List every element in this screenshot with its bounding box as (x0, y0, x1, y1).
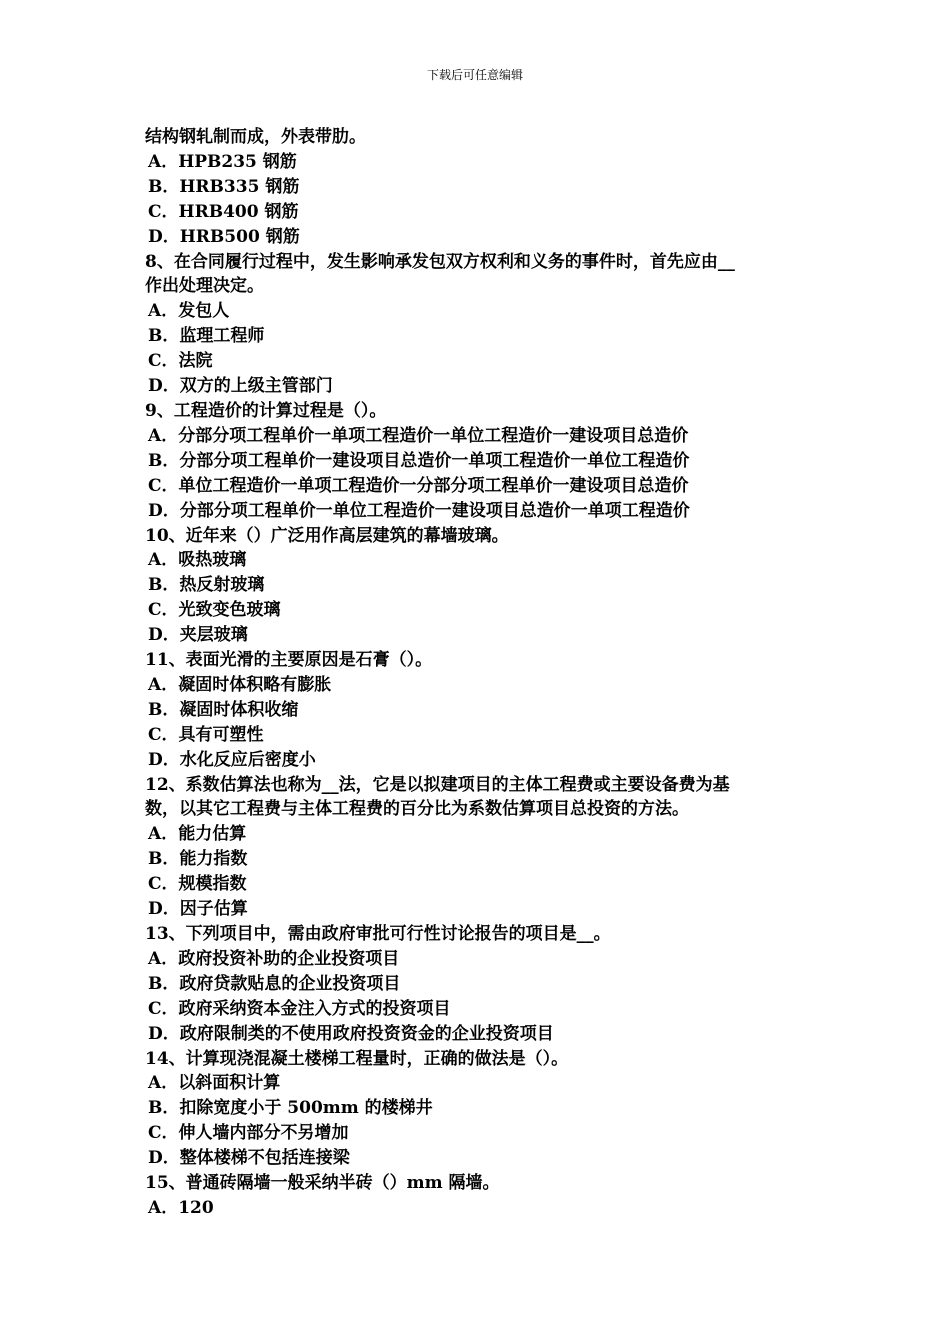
answer-option: A．吸热玻璃 (148, 550, 247, 571)
answer-option: C．具有可塑性 (148, 724, 264, 745)
answer-option: A．凝固时体积略有膨胀 (148, 674, 332, 695)
answer-option: D．水化反应后密度小 (148, 749, 316, 770)
text-line: 作出处理决定。 (145, 276, 264, 297)
answer-option: C．法院 (148, 351, 213, 372)
answer-option: B．监理工程师 (148, 326, 265, 347)
answer-option: D．双方的上级主管部门 (148, 376, 333, 397)
question-line: 13、下列项目中，需由政府审批可行性讨论报告的项目是__。 (145, 924, 611, 944)
question-line: 9、工程造价的计算过程是（）。 (145, 400, 387, 421)
question-line: 15、普通砖隔墙一般采纳半砖（）mm 隔墙。 (145, 1173, 500, 1194)
question-line: 8、在合同履行过程中，发生影响承发包双方权利和义务的事件时，首先应由__ (145, 251, 735, 272)
answer-option: B．扣除宽度小于 500mm 的楼梯井 (148, 1098, 433, 1119)
answer-option: D．分部分项工程单价一单位工程造价一建设项目总造价一单项工程造价 (148, 500, 690, 521)
answer-option: D．夹层玻璃 (148, 625, 248, 646)
answer-option: A．分部分项工程单价一单项工程造价一单位工程造价一建设项目总造价 (148, 425, 689, 446)
answer-option: C．单位工程造价一单项工程造价一分部分项工程单价一建设项目总造价 (148, 475, 689, 496)
answer-option: B．凝固时体积收缩 (148, 699, 299, 720)
answer-option: D．政府限制类的不使用政府投资资金的企业投资项目 (148, 1023, 554, 1044)
answer-option: A．政府投资补助的企业投资项目 (148, 948, 400, 969)
document-body (145, 125, 813, 1221)
answer-option: B．分部分项工程单价一建设项目总造价一单项工程造价一单位工程造价 (148, 450, 690, 471)
answer-option: B．HRB335 钢筋 (148, 176, 300, 197)
answer-option: C．伸人墙内部分不另增加 (148, 1123, 349, 1144)
answer-option: C．政府采纳资本金注入方式的投资项目 (148, 998, 451, 1019)
text-line: 数，以其它工程费与主体工程费的百分比为系数估算项目总投资的方法。 (145, 799, 689, 820)
answer-option: D．整体楼梯不包括连接梁 (148, 1148, 350, 1169)
text-line: 结构钢轧制而成，外表带肋。 (145, 127, 366, 147)
answer-option: C．光致变色玻璃 (148, 600, 281, 621)
question-line: 14、计算现浇混凝土楼梯工程量时，正确的做法是（）。 (145, 1048, 569, 1069)
question-line: 12、系数估算法也称为__法，它是以拟建项目的主体工程费或主要设备费为基 (145, 774, 730, 795)
answer-option: C．规模指数 (148, 874, 247, 895)
answer-option: A．以斜面积计算 (148, 1073, 281, 1094)
answer-option: A．发包人 (148, 301, 230, 322)
answer-option: B．能力指数 (148, 849, 248, 870)
answer-option: C．HRB400 钢筋 (148, 201, 299, 222)
answer-option: A．HPB235 钢筋 (148, 151, 297, 172)
answer-option: B．热反射玻璃 (148, 575, 265, 596)
answer-option: D．因子估算 (148, 899, 248, 920)
answer-option: A．能力估算 (148, 824, 247, 845)
answer-option: B．政府贷款贴息的企业投资项目 (148, 973, 401, 994)
question-line: 11、表面光滑的主要原因是石膏（）。 (145, 650, 433, 671)
answer-option: A．120 (148, 1197, 214, 1218)
page-header: 下载后可任意编辑 (426, 68, 523, 82)
answer-option: D．HRB500 钢筋 (148, 226, 300, 247)
question-line: 10、近年来（）广泛用作高层建筑的幕墙玻璃。 (145, 525, 509, 546)
